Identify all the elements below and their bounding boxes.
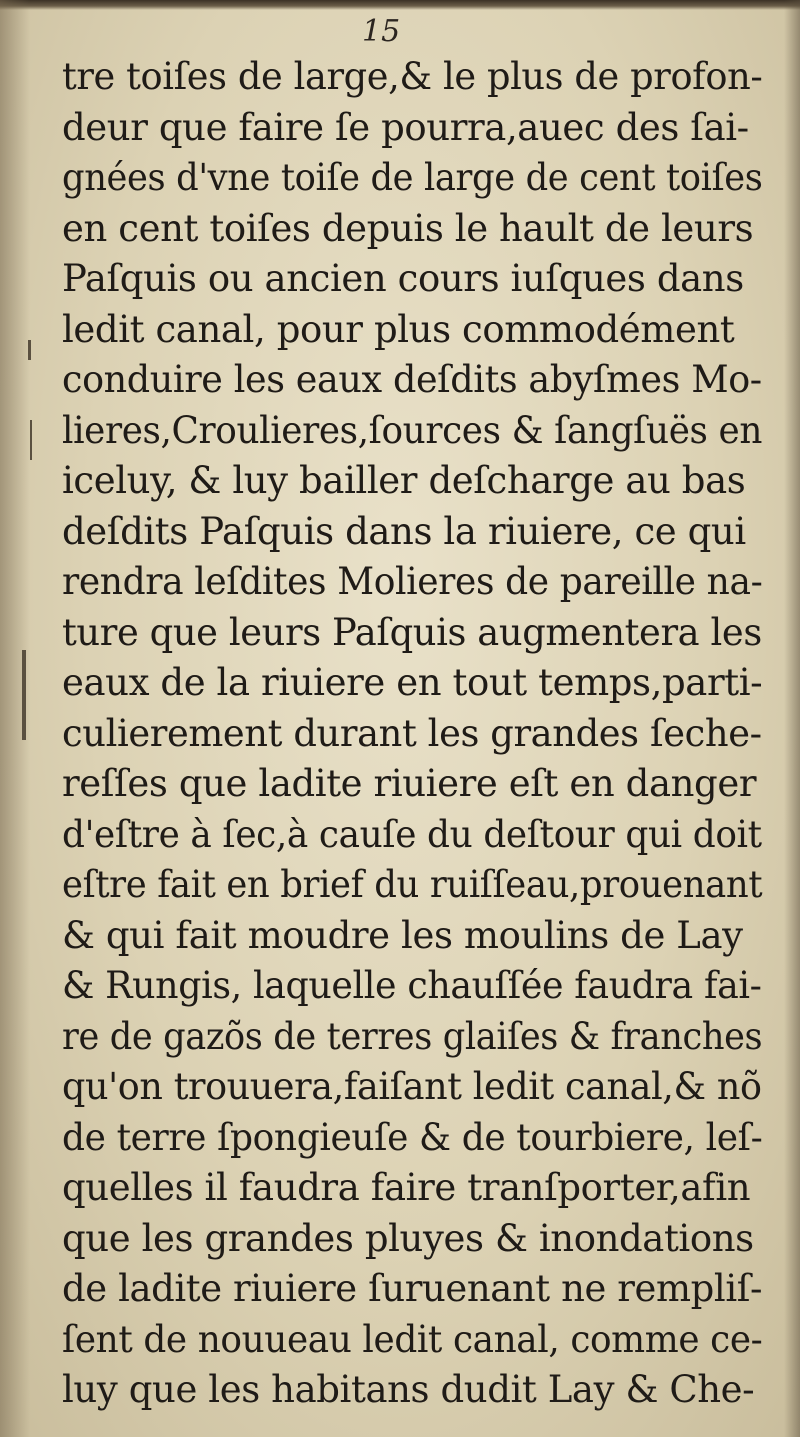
text-line: ſent de nouueau ledit canal, comme ce-: [62, 1317, 763, 1361]
page-edge-shadow: [784, 0, 800, 1437]
text-line: quelles il faudra faire tranſporter,afin: [62, 1166, 751, 1209]
margin-stain: [30, 420, 32, 460]
text-line: lieres,Croulieres,ſources & ſangſuës en: [62, 408, 763, 452]
text-line: eſtre fait en brief du ruiſſeau,prouenant: [62, 863, 763, 906]
text-line: deſdits Paſquis dans la riuiere, ce qui: [62, 509, 746, 553]
margin-stain: [22, 650, 26, 740]
text-line: ture que leurs Paſquis augmentera les: [62, 610, 762, 654]
text-line: rendra leſdites Molieres de pareille na-: [62, 560, 763, 603]
text-line: qu'on trouuera,faiſant ledit canal,& nõ: [62, 1065, 762, 1108]
text-line: re de gazõs de terres glaiſes & franches: [62, 1014, 763, 1058]
text-line: de ladite riuiere ſuruenant ne rempliſ-: [62, 1267, 763, 1310]
text-line: & qui fait moudre les moulins de Lay: [62, 913, 743, 957]
text-line: Paſquis ou ancien cours iuſques dans: [62, 257, 744, 300]
text-line: deur que faire ſe pourra,auec des ſai-: [62, 105, 749, 149]
text-line: tre toiſes de large,& le plus de profon-: [62, 55, 763, 98]
text-line: de terre ſpongieuſe & de tourbiere, leſ-: [62, 1115, 763, 1159]
text-line: conduire les eaux deſdits abyſmes Mo-: [62, 358, 762, 401]
text-line: que les grandes pluyes & inondations: [62, 1216, 754, 1260]
margin-stain: [28, 340, 31, 360]
text-line: ledit canal, pour plus commodément: [62, 307, 735, 351]
text-line: gnées d'vne toiſe de large de cent toiſes: [62, 156, 763, 199]
text-line: luy que les habitans dudit Lay & Che-: [62, 1368, 755, 1411]
page-top-shadow: [0, 0, 800, 10]
text-line: eaux de la riuiere en tout temps,parti-: [62, 661, 763, 704]
text-line: iceluy, & luy bailler deſcharge au bas: [62, 459, 746, 502]
text-line: reſſes que ladite riuiere eſt en danger: [62, 762, 757, 805]
page-number: 15: [362, 14, 401, 49]
text-line: d'eſtre à ſec,à cauſe du deſtour qui doit: [62, 812, 762, 856]
text-line: culierement durant les grandes ſeche-: [62, 711, 762, 755]
text-line: & Rungis, laquelle chauſſée faudra fai-: [62, 964, 762, 1007]
text-line: en cent toiſes depuis le hault de leurs: [62, 206, 754, 250]
body-text: [62, 52, 762, 1416]
